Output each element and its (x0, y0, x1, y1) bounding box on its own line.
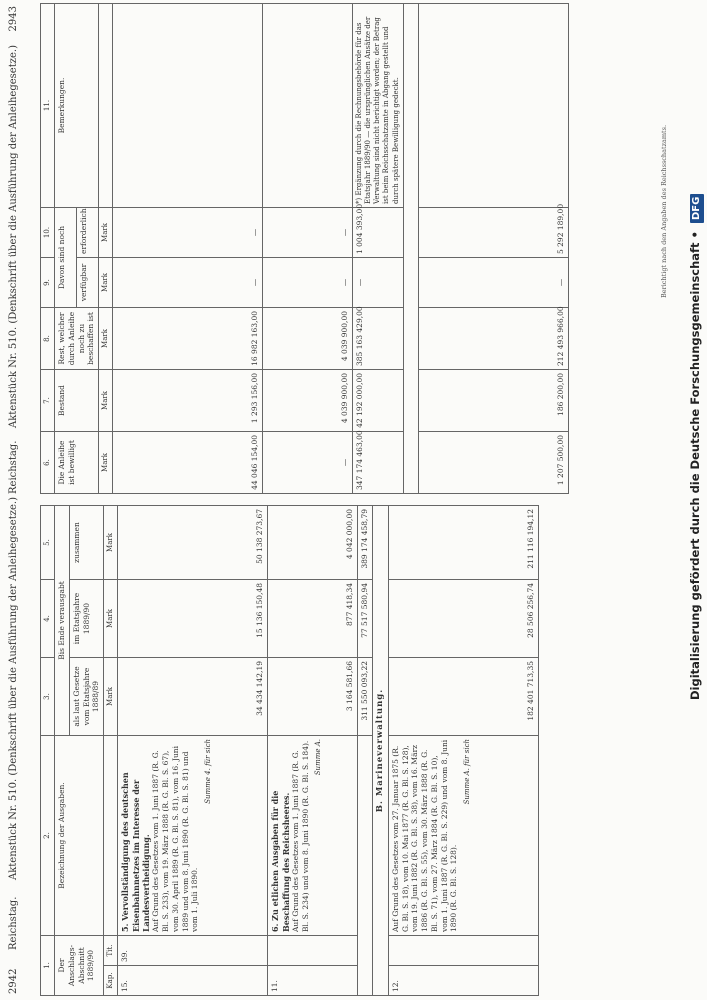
row-value-1: 182 401 713,35 (388, 658, 538, 736)
right-page (0, 0, 680, 498)
dfg-banner-separator: • (688, 231, 702, 239)
row-description (388, 736, 538, 936)
col-num-5: 5. (41, 506, 55, 580)
row-value-8: 16 982 163,00 (113, 308, 263, 370)
row-remark-footnote: *) Ergänzung durch die Rechnungsbehörde für das Etatsjahr 1889/90 — die ursprünglichen Ansätze der Verwaltung sind nicht berichtigt worden; der Betrag ist beim Reichsschatzamte in Abgang gestellt und durch spätere Bewilligung gedeckt. (353, 4, 403, 208)
row-value-6: — (263, 432, 353, 494)
col-num-8: 8. (41, 308, 55, 370)
row-value-8: 4 039 900,00 (263, 308, 353, 370)
table-row (268, 506, 358, 996)
column-number-row (41, 4, 55, 494)
col-num-3: 3. (41, 658, 55, 736)
table-row (418, 4, 568, 494)
dfg-banner-text-wrap (686, 10, 704, 700)
sum-value-6: 347 174 463,00 (353, 432, 403, 494)
row-remark (113, 4, 263, 208)
sum-value-1: 311 550 093,22 (358, 658, 373, 736)
col-header-1889: im Etatsjahre 1889/90 (69, 580, 103, 658)
sum-value-7: 42 192 000,00 (353, 370, 403, 432)
col-header-erforderlich: erforderlich (77, 208, 99, 258)
col-header-anschlag: Der Anschlags-Abschnitt 1889/90 (55, 936, 104, 996)
col-header-group: Bis Ende verausgabt (55, 506, 70, 736)
col-num-11: 11. (41, 4, 55, 208)
row-value-10: — (113, 208, 263, 258)
table-row (263, 4, 353, 494)
section-row (372, 506, 388, 996)
row-value-1: 34 434 142,19 (118, 658, 268, 736)
unit-row (99, 4, 113, 494)
col-header-bewilligt: Die Anleihe ist bewilligt (55, 432, 99, 494)
unit-mark-8: Mark (99, 308, 113, 370)
col-header-zusammen: zusammen (69, 506, 103, 580)
table-row (388, 506, 538, 996)
row-description (268, 736, 358, 936)
bottom-note: Berichtigt nach den Angaben des Reichsschatzamts. (660, 124, 668, 298)
row-value-10: 5 292 189,00 (418, 208, 568, 258)
row-value-7: 1 293 156,00 (113, 370, 263, 432)
sum-value-8: 385 163 429,00 (353, 308, 403, 370)
unit-blank-11 (99, 4, 113, 208)
row-kap: 12. (388, 966, 538, 996)
row-description (118, 736, 268, 936)
row-kap: 11. (268, 966, 358, 996)
right-page-label: Reichstag. (8, 440, 19, 494)
row-heading: 5. Vervollständigung des deutschen Eisenbahnnetzes im Interesse der Landesvertheidigung. (120, 772, 151, 932)
sum-label-cell (358, 736, 373, 996)
sum-row (353, 4, 403, 494)
row-value-1: 3 164 581,66 (268, 658, 358, 736)
row-value-3: 4 042 000,00 (268, 506, 358, 580)
left-table (40, 505, 539, 996)
row-text: Auf Grund des Gesetzes vom 1. Juni 1887 (R. G. Bl. S. 234) und vom 8. Juni 1890 (R. G. Bl. S. 184). (290, 740, 310, 932)
left-page-number: 2942 (8, 968, 19, 994)
unit-tit: Tit. (104, 936, 118, 966)
dfg-banner-text: Digitalisierung gefördert durch die Deutsche Forschungsgemeinschaft (688, 242, 702, 700)
unit-mark-3: Mark (104, 506, 118, 580)
row-text: Auf Grund des Gesetzes vom 27. Januar 1875 (R. G. Bl. S. 18), vom 10. Mai 1877 (R. G. Bl. S. 128), vom 19. Juni 1882 (R. G. Bl. S. 38), vom 16. März 1886 (R. G. Bl. S. 55), vom 30. März 1888 (R. G. Bl. S. 71), vom 27. März 1884 (R. G. Bl. S. 10), vom 1. Juni 1887 (R. G. Bl. S. 229) und vom 8. Juni 1890 (R. G. Bl. S. 128). (390, 739, 459, 932)
col-header-bezeichnung: Bezeichnung der Ausgaben. (55, 736, 104, 936)
row-value-8: 212 493 966,00 (418, 308, 568, 370)
row-value-3: 211 116 194,12 (388, 506, 538, 580)
right-page-number: 2943 (8, 6, 19, 32)
row-value-10: — (263, 208, 353, 258)
col-num-4: 4. (41, 580, 55, 658)
row-ref: Summe A. (314, 739, 323, 776)
column-number-row (41, 506, 55, 996)
left-running-head (8, 496, 28, 1000)
row-value-2: 28 506 256,74 (388, 580, 538, 658)
row-remark-empty (418, 4, 568, 208)
col-num-1: 1. (41, 936, 55, 996)
row-value-2: 877 418,34 (268, 580, 358, 658)
row-tit (388, 936, 538, 966)
col-num-7: 7. (41, 370, 55, 432)
row-value-3: 50 138 273,67 (118, 506, 268, 580)
left-page-title: Aktenstück Nr. 510. (Denkschrift über die Ausführung der Anleihegesetze.) (8, 496, 19, 880)
right-page-title: Aktenstück Nr. 510. (Denkschrift über die Ausführung der Anleihegesetze.) (8, 44, 19, 428)
sum-value-10: 1 004 393,00 (353, 208, 403, 258)
section-spacer (403, 4, 418, 494)
col-num-10: 10. (41, 208, 55, 258)
row-value-6: 44 046 154,00 (113, 432, 263, 494)
row-heading: 6. Zu etlichen Ausgaben für die Beschaffung des Reichsheeres. (270, 790, 291, 932)
unit-mark-1: Mark (104, 658, 118, 736)
row-value-2: 15 136 150,48 (118, 580, 268, 658)
left-page-label: Reichstag. (8, 896, 19, 950)
col-header-bemerkungen: Bemerkungen. (55, 4, 99, 208)
dfg-logo: DFG (690, 194, 704, 223)
col-num-6: 6. (41, 432, 55, 494)
unit-mark-7: Mark (99, 370, 113, 432)
dfg-banner (686, 10, 704, 700)
sum-value-2: 77 517 580,94 (358, 580, 373, 658)
section-row (403, 4, 418, 494)
row-value-9: — (418, 258, 568, 308)
column-header-row (55, 506, 70, 996)
section-heading-b: B. Marineverwaltung. (372, 506, 388, 996)
col-header-rest: Rest, welcher durch Anleihe noch zu beschaffen ist (55, 308, 99, 370)
col-header-davon: Davon sind noch (55, 208, 77, 308)
unit-blank (104, 736, 118, 936)
row-tit (268, 936, 358, 966)
sum-row (358, 506, 373, 996)
row-ref: Summe 4. für sich (204, 739, 213, 804)
col-header-bestand: Bestand (55, 370, 99, 432)
left-page (0, 496, 680, 1000)
col-header-1888: als laut Gesetze vom Etatsjahre 1888/89 (69, 658, 103, 736)
col-num-9: 9. (41, 258, 55, 308)
unit-mark-6: Mark (99, 432, 113, 494)
right-table (40, 3, 569, 494)
row-value-7: 4 039 900,00 (263, 370, 353, 432)
col-num-2: 2. (41, 736, 55, 936)
row-text: Auf Grund des Gesetzes vom 1. Juni 1887 (R. G. Bl. S. 233), vom 19. März 1888 (R. G. Bl. S. 67), vom 30. April 1889 (R. G. Bl. S. 81), vom 16. Juni 1889 und vom 8. Juni 1890 (R. G. Bl. S. 81) und vom 1. Juli 1890. (151, 745, 200, 932)
row-kap: 15. (118, 966, 268, 996)
table-row (118, 506, 268, 996)
col-header-verfuegbar: verfügbar (77, 258, 99, 308)
row-value-6: 1 207 500,00 (418, 432, 568, 494)
unit-mark-9: Mark (99, 258, 113, 308)
unit-kap: Kap. (104, 966, 118, 996)
row-remark (263, 4, 353, 208)
row-value-7: 186 200,00 (418, 370, 568, 432)
unit-mark-2: Mark (104, 580, 118, 658)
row-tit: 39. (118, 936, 268, 966)
sum-value-9: — (353, 258, 403, 308)
sum-value-3: 389 174 458,79 (358, 506, 373, 580)
table-row (113, 4, 263, 494)
row-value-9: — (263, 258, 353, 308)
unit-mark-10: Mark (99, 208, 113, 258)
column-header-row (55, 4, 77, 494)
right-running-head (8, 0, 28, 498)
row-ref: Summe A. für sich (463, 739, 472, 805)
unit-row (104, 506, 118, 996)
row-value-9: — (113, 258, 263, 308)
